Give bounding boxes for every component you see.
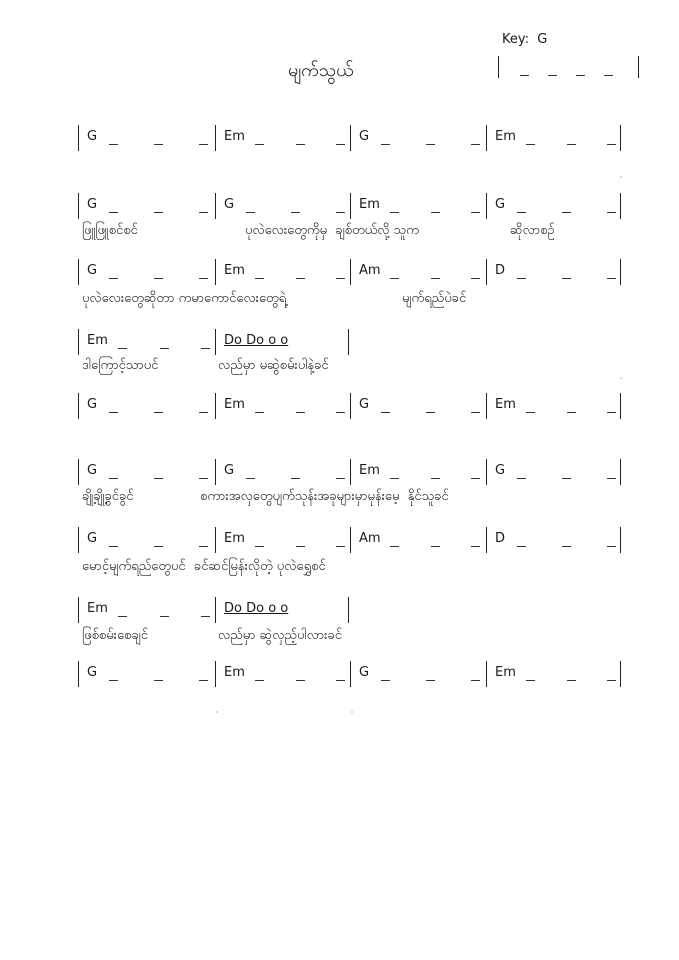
measure	[78, 393, 213, 419]
bar-line	[350, 125, 351, 151]
beat-dash	[607, 680, 616, 681]
lyric-line: ပုလဲလေးတွေဆိုတာ ကမာကောင်လေးတွေရဲ့	[82, 291, 287, 306]
chord-label: Em	[495, 129, 516, 144]
chord-label: G	[87, 197, 98, 212]
beat-dash	[471, 278, 480, 279]
beat-dash	[471, 212, 480, 213]
beat-dash	[517, 478, 526, 479]
beat-dash	[201, 348, 210, 349]
chord-label: Am	[359, 263, 381, 278]
lyric-line: ဖြစ်စမ်းစေချင်	[82, 628, 148, 643]
measure	[78, 597, 215, 623]
beat-dash	[291, 478, 300, 479]
beat-dash	[199, 680, 208, 681]
measure	[350, 661, 485, 687]
chord-label: D	[495, 263, 506, 278]
beat-dash	[471, 546, 480, 547]
end-bar-line	[620, 527, 621, 553]
beat-dash	[526, 412, 535, 413]
chord-row	[0, 193, 679, 219]
measure	[350, 393, 485, 419]
measure	[350, 193, 485, 219]
bar-line	[350, 527, 351, 553]
beat-dash	[562, 212, 571, 213]
chord-row	[0, 259, 679, 285]
beat-dash	[567, 144, 576, 145]
song-title: မျက်သွယ်	[288, 60, 354, 81]
beat-dash	[109, 278, 118, 279]
measure	[78, 259, 213, 285]
bar-line	[215, 125, 216, 151]
chord-label: G	[87, 397, 98, 412]
title-measure	[498, 56, 640, 78]
end-bar-line	[620, 661, 621, 687]
bar-line	[215, 459, 216, 485]
beat-dash	[336, 478, 345, 479]
chord-label: Am	[359, 531, 381, 546]
chord-row	[0, 597, 679, 623]
bar-line	[78, 329, 79, 355]
beat-dash	[154, 144, 163, 145]
bar-line	[78, 459, 79, 485]
measure	[350, 459, 485, 485]
beat-dash	[336, 680, 345, 681]
beat-dash	[255, 680, 264, 681]
measure	[350, 527, 485, 553]
measure	[486, 661, 621, 687]
chord-label: Em	[495, 665, 516, 680]
chord-label: G	[359, 665, 370, 680]
lyric-line: ဆိုလာစဉ်	[510, 223, 555, 238]
lyric-line: စကားအလှတွေပျက်သုန်းအခုများမှာမုန်းမေ့ နိုင်သူခင်	[200, 489, 449, 504]
bar-line	[215, 259, 216, 285]
bar-line	[486, 125, 487, 151]
beat-dash	[381, 680, 390, 681]
beat-dash	[199, 478, 208, 479]
measure	[486, 193, 621, 219]
chord-label: Em	[224, 397, 245, 412]
beat-dash	[255, 278, 264, 279]
beat-dash	[255, 412, 264, 413]
bar-line	[215, 661, 216, 687]
chord-label: G	[224, 197, 235, 212]
beat-dash	[109, 144, 118, 145]
beat-dash	[154, 478, 163, 479]
bar-line	[215, 329, 216, 355]
bar-line	[486, 393, 487, 419]
chord-row	[0, 125, 679, 151]
beat-dash	[381, 144, 390, 145]
lyric-line: မောင့်မျက်ရည်တွေပင် ခင်ဆင်မြန်းလိုတဲ့ ပုလဲရွှေစင်	[82, 559, 326, 574]
beat-dash	[154, 546, 163, 547]
beat-dash	[390, 546, 399, 547]
beat-dash	[336, 546, 345, 547]
end-bar-line	[620, 393, 621, 419]
chord-label: Em	[359, 463, 380, 478]
beat-dash	[390, 478, 399, 479]
measure	[350, 259, 485, 285]
beat-dash	[199, 412, 208, 413]
chord-label: D	[495, 531, 506, 546]
beat-dash	[381, 412, 390, 413]
chord-label: Em	[87, 333, 108, 348]
beat-dash	[607, 144, 616, 145]
chord-label: G	[87, 263, 98, 278]
measure	[215, 393, 350, 419]
end-bar-line	[348, 329, 349, 355]
bar-line	[78, 661, 79, 687]
beat-dash	[109, 680, 118, 681]
measure	[486, 259, 621, 285]
beat-dash	[517, 546, 526, 547]
bar-line	[486, 527, 487, 553]
bar-line	[486, 459, 487, 485]
measure	[350, 125, 485, 151]
end-bar-line	[620, 193, 621, 219]
beat-dash	[426, 412, 435, 413]
chord-label: Em	[224, 129, 245, 144]
lyric-line: လည်မှာ မဆွဲစမ်းပါနဲ့ခင်	[218, 358, 329, 373]
beat-dash	[154, 680, 163, 681]
beat-dash	[431, 278, 440, 279]
beat-dash	[471, 478, 480, 479]
beat-dash	[336, 144, 345, 145]
beat-dash	[431, 478, 440, 479]
chord-label: Em	[224, 665, 245, 680]
measure	[78, 661, 213, 687]
chord-label: G	[224, 463, 235, 478]
measure	[78, 329, 215, 355]
beat-dash	[471, 144, 480, 145]
beat-dash	[526, 680, 535, 681]
chord-label: G	[495, 197, 506, 212]
bar-line	[78, 259, 79, 285]
end-bar-line	[620, 459, 621, 485]
measure	[78, 459, 213, 485]
beat-dash	[562, 546, 571, 547]
beat-dash	[109, 212, 118, 213]
lyric-line: မျက်ရည်ပဲခင်	[402, 291, 467, 306]
beat-dash	[471, 412, 480, 413]
lyric-line: ဒါကြောင့်သာပင်	[82, 358, 159, 373]
bar-line	[350, 459, 351, 485]
chord-label: G	[87, 665, 98, 680]
beat-dash	[296, 546, 305, 547]
chord-label: G	[87, 463, 98, 478]
bar-line	[486, 259, 487, 285]
beat-dash	[291, 212, 300, 213]
measure	[215, 597, 348, 623]
beat-dash	[431, 546, 440, 547]
beat-dash	[255, 546, 264, 547]
measure	[215, 459, 350, 485]
beat-dash	[160, 348, 169, 349]
bar-line	[78, 193, 79, 219]
beat-dash	[562, 278, 571, 279]
bar-line	[350, 661, 351, 687]
beat-dash	[390, 212, 399, 213]
beat-dash	[246, 212, 255, 213]
measure	[78, 125, 213, 151]
chord-label: Em	[87, 601, 108, 616]
beat-dash	[607, 412, 616, 413]
bar-line	[78, 393, 79, 419]
beat-dash	[246, 478, 255, 479]
chord-label: G	[87, 129, 98, 144]
beat-dash	[199, 144, 208, 145]
beat-dash	[517, 212, 526, 213]
measure	[486, 527, 621, 553]
beat-dash	[199, 278, 208, 279]
beat-dash	[154, 212, 163, 213]
beat-dash	[160, 616, 169, 617]
chord-label: G	[359, 129, 370, 144]
beat-dash	[118, 616, 127, 617]
beat-dash	[336, 278, 345, 279]
bar-line	[486, 661, 487, 687]
key-label: Key: G	[502, 32, 548, 47]
measure	[215, 329, 348, 355]
beat-dash	[607, 278, 616, 279]
measure	[486, 459, 621, 485]
chord-label: Do Do o o	[224, 333, 289, 348]
beat-dash	[296, 278, 305, 279]
chord-row	[0, 527, 679, 553]
beat-dash	[154, 412, 163, 413]
chord-label: Em	[359, 197, 380, 212]
bar-line	[486, 193, 487, 219]
beat-dash	[199, 546, 208, 547]
lyric-line: ပုလဲလေးတွေကိုမှ ချစ်တယ်လို့ သူက	[245, 223, 419, 238]
beat-dash	[109, 478, 118, 479]
beat-dash	[296, 680, 305, 681]
beat-dash	[199, 212, 208, 213]
chord-row	[0, 661, 679, 687]
beat-dash	[426, 144, 435, 145]
beat-dash	[607, 478, 616, 479]
chord-label: Em	[495, 397, 516, 412]
beat-dash	[607, 546, 616, 547]
end-bar-line	[348, 597, 349, 623]
beat-dash	[255, 144, 264, 145]
lyric-line: လည်မှာ ဆွဲလှည့်ပါလားခင်	[218, 628, 343, 643]
beat-dash	[336, 412, 345, 413]
chord-label: Em	[224, 531, 245, 546]
bar-line	[215, 527, 216, 553]
beat-dash	[201, 616, 210, 617]
measure	[215, 661, 350, 687]
end-bar-line	[620, 259, 621, 285]
beat-dash	[471, 680, 480, 681]
measure	[78, 527, 213, 553]
chord-row	[0, 329, 679, 355]
beat-dash	[109, 412, 118, 413]
measure	[215, 527, 350, 553]
measure	[215, 259, 350, 285]
bar-line	[215, 193, 216, 219]
beat-dash	[296, 144, 305, 145]
beat-dash	[431, 212, 440, 213]
bar-line	[78, 125, 79, 151]
beat-dash	[562, 478, 571, 479]
beat-dash	[296, 412, 305, 413]
beat-dash	[607, 212, 616, 213]
bar-line	[215, 597, 216, 623]
measure	[215, 193, 350, 219]
end-bar-line	[620, 125, 621, 151]
bar-line	[78, 597, 79, 623]
measure	[78, 193, 213, 219]
bar-line	[78, 527, 79, 553]
measure	[215, 125, 350, 151]
beat-dash	[390, 278, 399, 279]
lyric-line: ချို့ချို့ခွင်ခွင်	[82, 489, 134, 504]
beat-dash	[567, 680, 576, 681]
chord-row	[0, 459, 679, 485]
bar-line	[350, 193, 351, 219]
measure	[486, 393, 621, 419]
bar-line	[350, 259, 351, 285]
lyric-line: ဖြူဖြူစင်စင်	[82, 223, 138, 238]
beat-dash	[109, 546, 118, 547]
chord-label: Do Do o o	[224, 601, 289, 616]
chord-row	[0, 393, 679, 419]
beat-dash	[567, 412, 576, 413]
bar-line	[350, 393, 351, 419]
beat-dash	[517, 278, 526, 279]
chord-label: G	[87, 531, 98, 546]
beat-dash	[336, 212, 345, 213]
chord-label: G	[495, 463, 506, 478]
measure	[486, 125, 621, 151]
beat-dash	[526, 144, 535, 145]
chord-label: G	[359, 397, 370, 412]
beat-dash	[118, 348, 127, 349]
beat-dash	[426, 680, 435, 681]
bar-line	[215, 393, 216, 419]
chord-label: Em	[224, 263, 245, 278]
beat-dash	[154, 278, 163, 279]
